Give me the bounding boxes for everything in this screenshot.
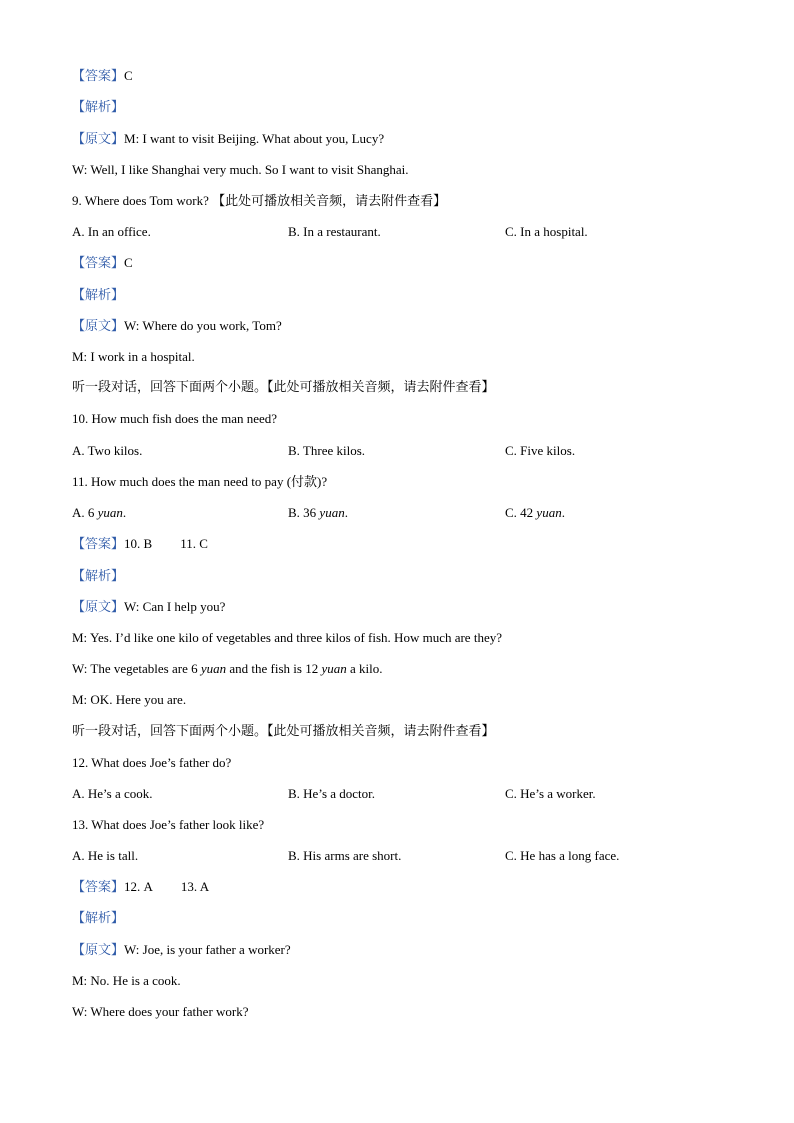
transcript-label: 【原文】 xyxy=(72,600,125,615)
analysis-line xyxy=(72,566,124,586)
option-text: A. 6 xyxy=(72,505,98,520)
analysis-label: 【解析】 xyxy=(72,569,125,584)
transcript-part: W: The vegetables are 6 xyxy=(72,661,201,676)
option-suffix: . xyxy=(344,505,348,520)
transcript-unit: yuan xyxy=(200,661,227,676)
transcript-part: and the fish is 12 xyxy=(226,661,322,676)
option-a: A. He is tall. xyxy=(72,848,139,863)
audio-note[interactable]: 【此处可播放相关音频，请去附件查看】 xyxy=(212,194,447,209)
transcript-text: W: Where does your father work? xyxy=(72,1004,249,1019)
transcript-text: M: OK. Here you are. xyxy=(72,692,187,707)
group-intro: 听一段对话，回答下面两个小题。【此处可播放相关音频，请去附件查看】 xyxy=(72,380,495,395)
analysis-line xyxy=(72,285,124,305)
option-suffix: . xyxy=(561,505,565,520)
options-10 xyxy=(72,441,722,461)
transcript-text: M: Yes. I’d like one kilo of vegetables and three kilos of fish. How much are they? xyxy=(72,630,502,645)
transcript-line xyxy=(72,940,291,960)
transcript-text: W: Where do you work, Tom? xyxy=(124,318,282,333)
option-a: A. Two kilos. xyxy=(72,443,143,458)
transcript-text: M: I work in a hospital. xyxy=(72,349,195,364)
transcript-line xyxy=(72,597,225,617)
transcript-line xyxy=(72,129,384,149)
analysis-label: 【解析】 xyxy=(72,288,125,303)
group-intro: 听一段对话，回答下面两个小题。【此处可播放相关音频，请去附件查看】 xyxy=(72,724,495,739)
answer-line xyxy=(72,66,133,86)
answer-value: 11. C xyxy=(180,536,208,551)
transcript-part: a kilo. xyxy=(346,661,383,676)
transcript-label: 【原文】 xyxy=(72,319,125,334)
option-a: A. In an office. xyxy=(72,224,151,239)
answer-line xyxy=(72,253,133,273)
transcript-text: M: I want to visit Beijing. What about you, Lucy? xyxy=(124,131,385,146)
transcript-line xyxy=(72,316,282,336)
option-unit: yuan xyxy=(319,505,345,520)
answer-line xyxy=(72,534,208,554)
option-c: C. Five kilos. xyxy=(505,443,576,458)
question-text: 9. Where does Tom work? xyxy=(72,193,209,208)
options-11 xyxy=(72,503,722,523)
option-unit: yuan xyxy=(97,505,123,520)
option-a xyxy=(72,503,126,523)
option-text: C. 42 xyxy=(505,505,537,520)
option-b: B. He’s a doctor. xyxy=(288,786,376,801)
transcript-label: 【原文】 xyxy=(72,943,125,958)
analysis-line xyxy=(72,97,124,117)
question-11: 11. How much does the man need to pay (付款)? xyxy=(72,474,328,489)
options-9 xyxy=(72,222,722,242)
question-13: 13. What does Joe’s father look like? xyxy=(72,817,265,832)
answer-label: 【答案】 xyxy=(72,880,125,895)
option-c: C. He’s a worker. xyxy=(505,786,596,801)
option-c xyxy=(505,503,565,523)
answer-value: C xyxy=(124,255,133,270)
option-c: C. He has a long face. xyxy=(505,848,620,863)
answer-label: 【答案】 xyxy=(72,69,125,84)
transcript-text: W: Can I help you? xyxy=(124,599,226,614)
question-12: 12. What does Joe’s father do? xyxy=(72,755,232,770)
transcript-label: 【原文】 xyxy=(72,132,125,147)
answer-value: 12. A xyxy=(124,879,153,894)
options-13 xyxy=(72,846,722,866)
analysis-label: 【解析】 xyxy=(72,911,125,926)
option-c: C. In a hospital. xyxy=(505,224,588,239)
analysis-label: 【解析】 xyxy=(72,100,125,115)
transcript-text: W: Well, I like Shanghai very much. So I want to visit Shanghai. xyxy=(72,162,409,177)
option-b: B. In a restaurant. xyxy=(288,224,381,239)
option-a: A. He’s a cook. xyxy=(72,786,153,801)
transcript-text: W: Joe, is your father a worker? xyxy=(124,942,291,957)
option-b: B. Three kilos. xyxy=(288,443,366,458)
option-text: B. 36 xyxy=(288,505,320,520)
transcript-text xyxy=(72,659,383,679)
analysis-line xyxy=(72,908,124,928)
answer-line xyxy=(72,877,209,897)
answer-value: 10. B xyxy=(124,536,153,551)
transcript-text: M: No. He is a cook. xyxy=(72,973,181,988)
option-b: B. His arms are short. xyxy=(288,848,402,863)
question-10: 10. How much fish does the man need? xyxy=(72,411,278,426)
option-b xyxy=(288,503,348,523)
answer-label: 【答案】 xyxy=(72,537,125,552)
transcript-unit: yuan xyxy=(321,661,347,676)
answer-label: 【答案】 xyxy=(72,256,125,271)
option-unit: yuan xyxy=(536,505,562,520)
answer-value: 13. A xyxy=(180,879,210,894)
answer-value: C xyxy=(124,68,133,83)
options-12 xyxy=(72,784,722,804)
option-suffix: . xyxy=(122,505,127,520)
question-9 xyxy=(72,191,446,211)
